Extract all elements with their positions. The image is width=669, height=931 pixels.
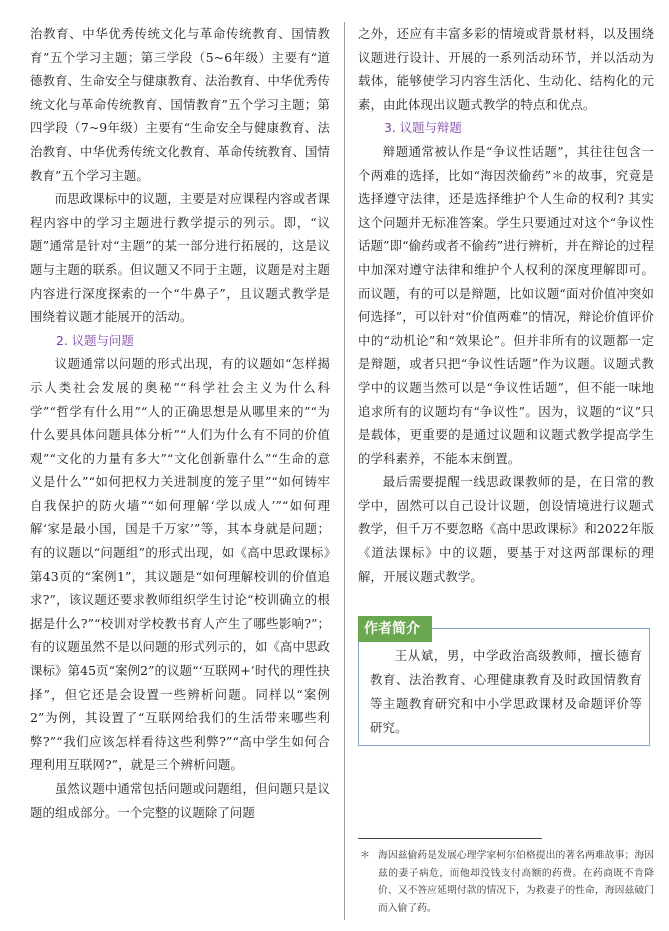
left-column xyxy=(30,22,330,824)
paragraph: 辩题通常被认作是“争议性话题”，其往往包含一个两难的选择，比如“海因茨偷药”＊的故事，究竟是选择遵守法律，还是选择维护个人生命的权利? 其实这个问题并无标准答案。学生只要通过对这个“争议性话题”即“偷药或者不偷药”进行辨析，并在辩论的过程中加深对遵守法律和维护个人权利的深度理解即可。而议题，有的可以是辩题，比如议题“面对价值冲突如何选择”，可以针对“价值两难”的情况，辩论价值评价中的“动机论”和“效果论”。但并非所有的议题都一定是辩题，或者只把“争议性话题”作为议题。议题式教学中的议题当然可以是“争议性话题”，但不能一味地追求所有的议题均有“争议性”。因为，议题的“议”只是载体，更重要的是通过议题和议题式教学提高学生的学科素养，不能本末倒置。 xyxy=(358,143,654,466)
footnote-rule xyxy=(358,838,542,839)
column-divider xyxy=(344,22,345,920)
author-box xyxy=(358,616,654,746)
author-bio: 王从斌，男，中学政治高级教师，擅长德育教育、法治教育、心理健康教育及时政国情教育等主题教育研究和中小学思政课材及命题评价等研究。 xyxy=(370,648,642,736)
section-heading: 3. 议题与辩题 xyxy=(384,120,462,136)
paragraph: 最后需要提醒一线思政课教师的是，在日常的教学中，固然可以自己设计议题，创设情境进行议题式教学，但千万不要忽略《高中思政课标》和2022年版《道法课标》中的议题，要基于对这两部课标的理解，开展议题式教学。 xyxy=(358,474,654,584)
author-heading: 作者简介 xyxy=(358,616,432,642)
right-column xyxy=(358,22,654,746)
footnote xyxy=(360,847,654,917)
paragraph: 治教育、中华优秀传统文化与革命传统教育、国情教育”五个学习主题；第三学段（5~6年级）主要有“道德教育、生命安全与健康教育、法治教育、中华优秀传统文化与革命传统教育、国情教育”五个学习主题；第四学段（7~9年级）主要有“生命安全与健康教育、法治教育、中华优秀传统文化教育、革命传统教育、国情教育”五个学习主题。 xyxy=(30,26,330,183)
author-text xyxy=(370,644,642,740)
paragraph: 虽然议题中通常包括问题或问题组，但问题只是议题的组成部分。一个完整的议题除了问题 xyxy=(30,781,330,820)
paragraph: 议题通常以问题的形式出现，有的议题如“怎样揭示人类社会发展的奥秘”“科学社会主义为什么科学”“哲学有什么用”“人的正确思想是从哪里来的”“为什么要具体问题具体分析”“人们为什么有不同的价值观”“文化的力量有多大”“文化创新靠什么”“生命的意义是什么”“如何把权力关进制度的笼子里”“如何铸牢自我保护的防火墙”“如何理解‘学以成人’”“如何理解‘家是最小国，国是千万家’”等，其本身就是问题；有的议题以“问题组”的形式出现，如《高中思政课标》第43页的“案例1”，其议题是“如何理解校训的价值追求?”，该议题还要求教师组织学生讨论“校训确立的根据是什么?”“校训对学校教书育人产生了哪些影响?”；有的议题虽然不是以问题的形式列示的，如《高中思政课标》第45页“案例2”的议题“‘互联网+’时代的理性抉择”，但它还是会设置一些辨析问题。同样以“案例2”为例，其设置了“互联网给我们的生活带来哪些利弊?”“我们应该怎样看待这些利弊?”“高中学生如何合理利用互联网?”，就是三个辨析问题。 xyxy=(30,356,330,773)
paragraph: 而思政课标中的议题，主要是对应课程内容或者课程内容中的学习主题进行教学提示的列示。即，“议题”通常是针对“主题”的某一部分进行拓展的，这是议题与主题的联系。但议题又不同于主题，议题是对主题内容进行深度探索的一个“牛鼻子”，且议题式教学是围绕着议题才能展开的活动。 xyxy=(30,191,330,325)
section-heading: 2. 议题与问题 xyxy=(56,332,134,348)
paragraph: 之外，还应有丰富多彩的情境或背景材料，以及围绕议题进行设计、开展的一系列活动环节，并以活动为载体，能够使学习内容生活化、生动化、结构化的元素，由此体现出议题式教学的特点和优点。 xyxy=(358,26,654,112)
footnote-text: 海因兹偷药是发展心理学家柯尔伯格提出的著名两难故事；海因兹的妻子病危，而他却没钱支付高额的药费。在药商既不肯降价、又不答应延期付款的情况下，为救妻子的性命，海因兹破门而入偷了药。 xyxy=(378,850,654,914)
footnote-mark: ＊ xyxy=(360,850,370,861)
